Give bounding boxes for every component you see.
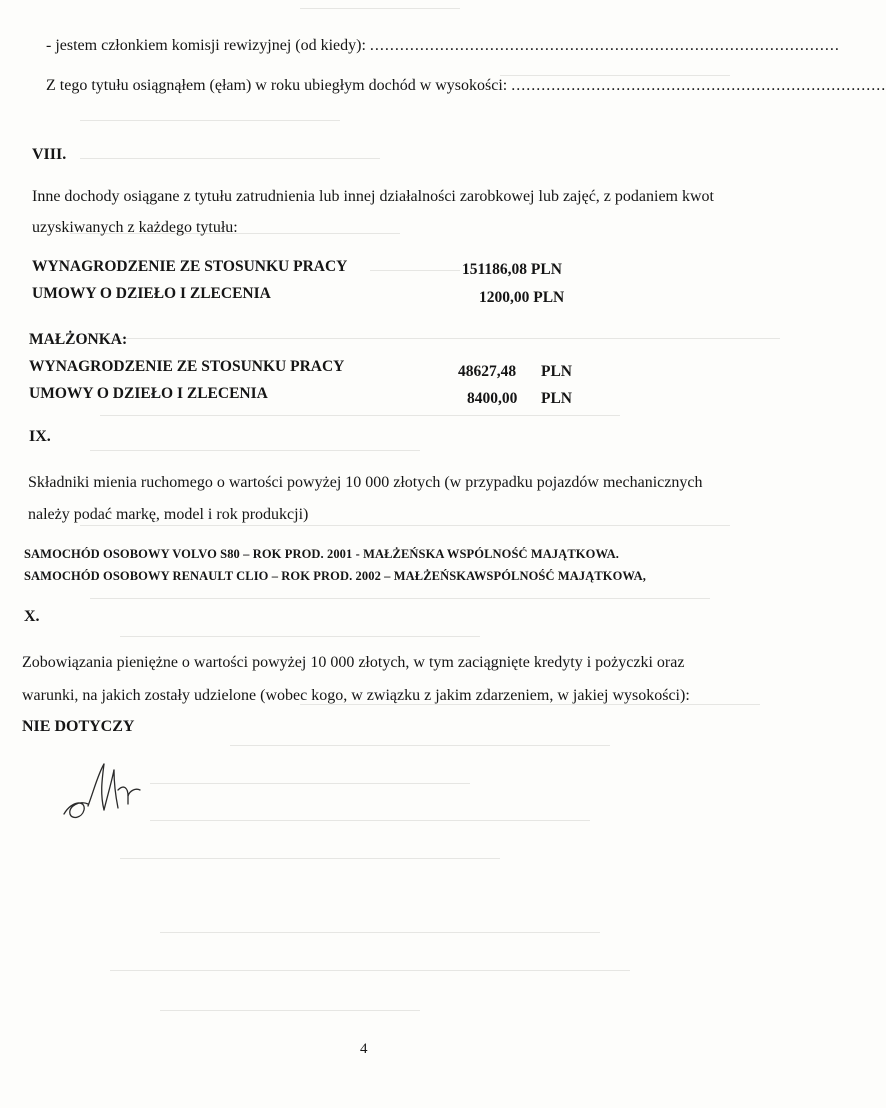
spouse-income-amount-2: 8400,00 (467, 390, 518, 407)
page-number: 4 (360, 1041, 368, 1057)
bleed-through-mark (150, 820, 590, 821)
spouse-income-amount-1: 48627,48 (458, 363, 517, 380)
spouse-income-currency-1: PLN (541, 363, 572, 380)
own-income-amount-1: 151186,08 PLN (462, 261, 562, 278)
income-previous-year-label: Z tego tytułu osiągnąłem (ęłam) w roku ubiegłym dochód w wysokości: (46, 77, 508, 94)
bleed-through-mark (90, 598, 710, 599)
bleed-through-mark (160, 932, 600, 933)
section-viii-paragraph-line2: uzyskiwanych z każdego tytułu: (32, 219, 238, 236)
section-ix-heading: IX. (29, 428, 51, 445)
commission-member-line (46, 37, 840, 55)
commission-member-label: - jestem członkiem komisji rewizyjnej (od kiedy): (46, 37, 366, 54)
vehicle-entry-2: SAMOCHÓD OSOBOWY RENAULT CLIO – ROK PROD. 2002 – MAŁŻEŃSKAWSPÓLNOŚĆ MAJĄTKOWA, (24, 569, 646, 583)
vehicle-entry-1: SAMOCHÓD OSOBOWY VOLVO S80 – ROK PROD. 2001 - MAŁŻEŃSKA WSPÓLNOŚĆ MAJĄTKOWA. (24, 547, 620, 561)
bleed-through-mark (230, 745, 610, 746)
own-income-amount-2: 1200,00 PLN (479, 289, 565, 306)
bleed-through-mark (80, 338, 780, 339)
own-income-label-2: UMOWY O DZIEŁO I ZLECENIA (32, 285, 271, 302)
bleed-through-mark (80, 120, 340, 121)
bleed-through-mark (110, 970, 630, 971)
section-ix-paragraph-line2: należy podać markę, model i rok produkcji) (28, 506, 309, 523)
section-x-heading: X. (24, 608, 40, 625)
bleed-through-mark (80, 158, 380, 159)
bleed-through-mark (90, 450, 420, 451)
bleed-through-mark (100, 415, 620, 416)
section-x-answer: NIE DOTYCZY (22, 718, 135, 735)
section-viii-heading: VIII. (32, 146, 67, 163)
bleed-through-mark (150, 783, 470, 784)
bleed-through-mark (500, 75, 730, 76)
section-ix-paragraph-line1: Składniki mienia ruchomego o wartości powyżej 10 000 złotych (w przypadku pojazdów mechanicznych (28, 474, 703, 491)
section-x-paragraph-line1: Zobowiązania pieniężne o wartości powyżej 10 000 złotych, w tym zaciągnięte kredyty i pożyczki oraz (22, 654, 685, 671)
own-income-label-1: WYNAGRODZENIE ZE STOSUNKU PRACY (32, 258, 348, 275)
commission-member-dots: .............................................................................................. (369, 37, 840, 54)
bleed-through-mark (300, 8, 460, 9)
spouse-income-label-2: UMOWY O DZIEŁO I ZLECENIA (29, 385, 268, 402)
bleed-through-mark (160, 1010, 420, 1011)
handwritten-signature (58, 760, 158, 830)
bleed-through-mark (370, 270, 460, 271)
income-previous-year-line (46, 77, 886, 95)
bleed-through-mark (80, 525, 730, 526)
bleed-through-mark (120, 636, 480, 637)
income-previous-year-dots: ........................................................................... (511, 77, 886, 94)
spouse-income-currency-2: PLN (541, 390, 572, 407)
spouse-heading: MAŁŻONKA: (29, 331, 128, 348)
bleed-through-mark (120, 858, 500, 859)
spouse-income-label-1: WYNAGRODZENIE ZE STOSUNKU PRACY (29, 358, 345, 375)
section-x-paragraph-line2: warunki, na jakich zostały udzielone (wobec kogo, w związku z jakim zdarzeniem, w jakiej wysokości): (22, 687, 690, 704)
section-viii-paragraph-line1: Inne dochody osiągane z tytułu zatrudnienia lub innej działalności zarobkowej lub zajęć, z podaniem kwot (32, 188, 714, 205)
